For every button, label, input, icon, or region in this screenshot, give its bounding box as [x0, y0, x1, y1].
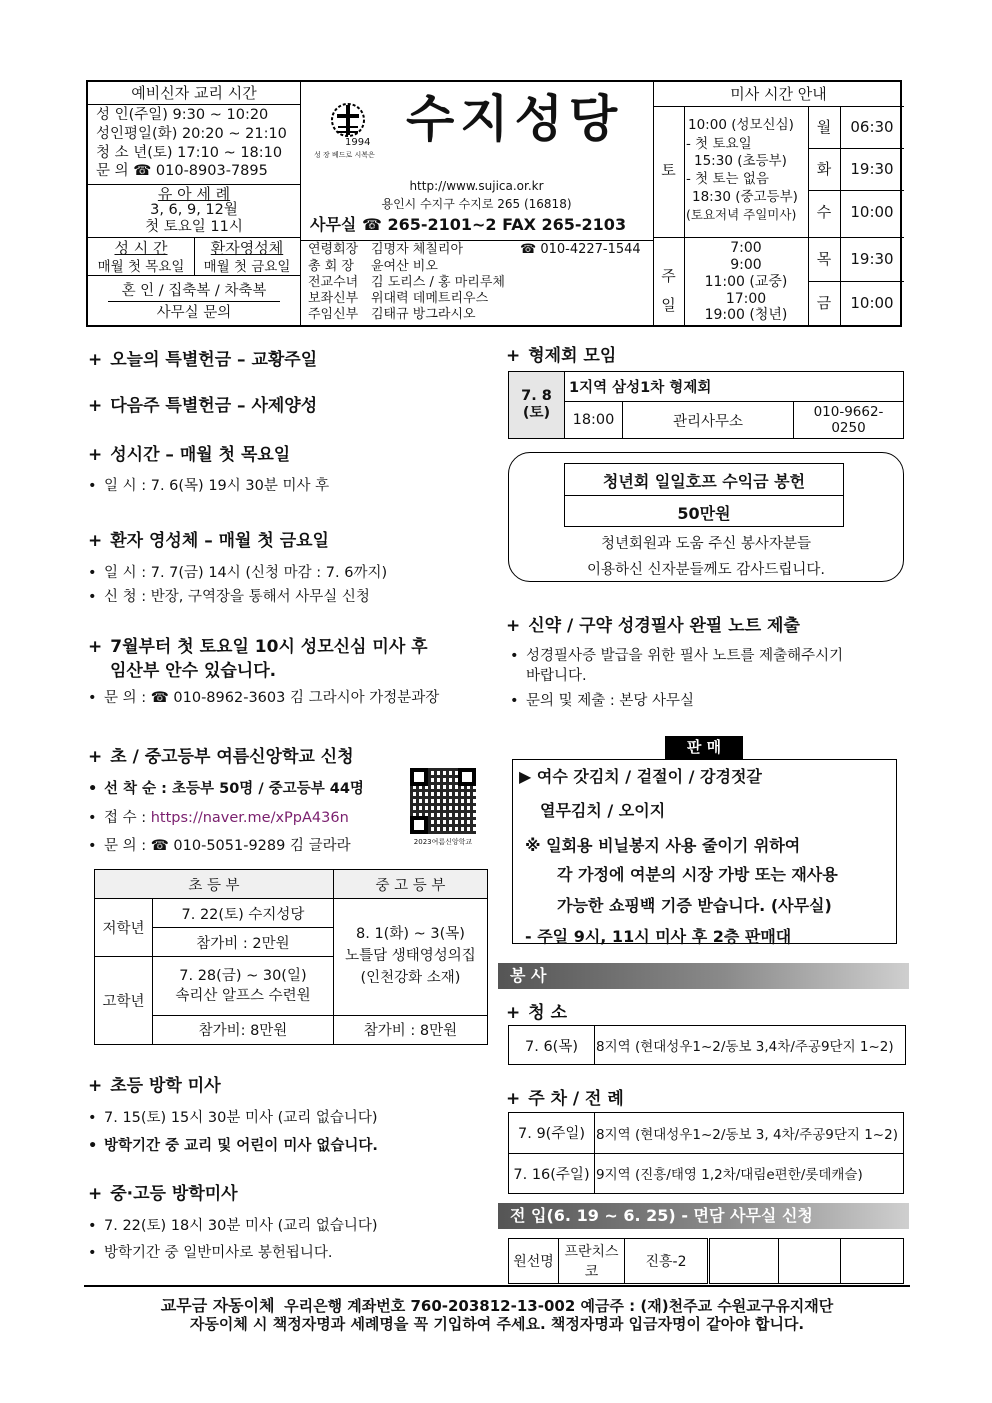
sick-communion-section-title: + 환자 영성체 – 매월 첫 금요일: [88, 531, 329, 551]
list-item: • 일 시 : 7. 6(목) 19시 30분 미사 후: [88, 478, 330, 494]
staff-role-2: 총 회 장: [308, 259, 354, 274]
table-cell: [841, 1239, 904, 1284]
table-cell: 7. 22(토) 수지성당: [153, 899, 334, 928]
middle-high-vacation-mass-title: + 중·고등 방학미사: [88, 1184, 238, 1204]
sale-line-5: 가능한 쇼핑백 기증 받습니다. (사무실): [557, 896, 832, 915]
pregnant-blessing-title: + 7월부터 첫 토요일 10시 성모신심 미사 후: [88, 637, 428, 657]
mass-sunday-2: 9:00: [730, 257, 762, 273]
mass-sunday-3: 11:00 (교중): [704, 274, 788, 290]
pregnant-blessing-title-2: 임산부 안수 있습니다.: [110, 661, 277, 681]
weekday-tue-time: 19:30: [850, 160, 894, 178]
mass-saturday-6: (토요저녁 주일미사): [686, 207, 797, 222]
qr-finder: [410, 816, 428, 834]
weekday-thu-time: 19:30: [850, 250, 894, 268]
weekday-tue: 화: [816, 160, 832, 178]
holy-hour-day: 매월 첫 목요일: [97, 259, 185, 275]
catechism-title: 예비신자 교리 시간: [131, 84, 257, 102]
table-head: 초 등 부: [95, 870, 334, 899]
sale-line-3: ※ 일회용 비닐봉지 사용 줄이기 위하여: [525, 836, 801, 855]
infant-baptism-day: 첫 토요일 11시: [145, 219, 243, 235]
brothers-meeting-table: [508, 371, 904, 439]
list-item: • 문의 및 제출 : 본당 사무실: [510, 693, 695, 709]
staff-name-3: 김 도리스 / 홍 마리루체: [371, 275, 505, 290]
sick-communion-day: 매월 첫 금요일: [203, 259, 291, 275]
staff-role-1: 연령회장: [308, 242, 359, 257]
elementary-vacation-mass-title: + 초등 방학 미사: [88, 1076, 221, 1096]
footer-line-1: 교무금 자동이체 우리은행 계좌번호 760-203812-13-002 예금주 : (재)천주교 수원교구유지재단: [160, 1296, 834, 1315]
weekday-fri-time: 10:00: [850, 294, 894, 312]
sale-title: 판 매: [665, 736, 743, 759]
catechism-row-adult: 성 인(주일) 9:30 ~ 10:20: [96, 107, 269, 123]
list-item: • 접 수 : https://naver.me/xPpA436n: [88, 810, 349, 826]
staff-name-2: 윤여산 비오: [371, 259, 438, 274]
catechism-contact: 문 의 ☎ 010-8903-7895: [96, 163, 268, 179]
special-offering-next: + 다음주 특별헌금 – 사제양성: [88, 396, 318, 416]
sale-line-4: 각 가정에 여분의 시장 가방 또는 재사용: [557, 865, 838, 884]
cleaning-table: [508, 1025, 906, 1065]
catechism-row-weekday: 성인평일(화) 20:20 ~ 21:10: [96, 126, 287, 142]
infant-baptism-months: 3, 6, 9, 12월: [150, 202, 238, 218]
table-cell: 8지역 (현대성우1~2/동보 3,4차/주공9단지 1~2): [595, 1026, 906, 1065]
list-item: • 일 시 : 7. 7(금) 14시 (신청 마감 : 7. 6까지): [88, 565, 388, 581]
weekday-wed-time: 10:00: [850, 203, 894, 221]
qr-finder: [410, 768, 428, 786]
church-url[interactable]: http://www.sujica.or.kr: [409, 179, 544, 193]
qr-caption: 2023여름신앙학교: [413, 838, 473, 846]
catechism-row-youth: 청 소 년(토) 17:10 ~ 18:10: [96, 145, 283, 161]
table-cell: 7. 28(금) ~ 30(일) 속리산 알프스 수련원: [153, 957, 334, 1015]
list-item: • 문 의 : ☎ 010-5051-9289 김 글라라: [88, 838, 351, 854]
wedding-contact: 사무실 문의: [156, 305, 232, 321]
table-cell: 고학년: [95, 957, 153, 1045]
cleaning-title: + 청 소: [506, 1003, 568, 1023]
mass-saturday-1: 10:00 (성모신심): [688, 117, 794, 133]
list-item: • 7. 22(토) 18시 30분 미사 (교리 없습니다): [88, 1218, 378, 1234]
table-cell: 프란치스코: [559, 1239, 625, 1284]
staff-role-5: 주임신부: [308, 307, 359, 322]
mass-saturday-5: 18:30 (중고등부): [692, 189, 798, 205]
table-cell: 010-9662-0250: [794, 402, 904, 439]
sale-line-2: 열무김치 / 오이지: [540, 801, 666, 820]
mass-saturday-2: - 첫 토요일: [686, 136, 752, 152]
mass-title: 미사 시간 안내: [730, 85, 827, 103]
table-cell: 7. 6(목): [509, 1026, 595, 1065]
table-cell: [709, 1239, 779, 1284]
office-phone-fax: 사무실 ☎ 265-2101~2 FAX 265-2103: [310, 215, 627, 234]
mass-sunday-1: 7:00: [730, 240, 762, 256]
summer-school-title: + 초 / 중고등부 여름신앙학교 신청: [88, 747, 354, 767]
list-item: • 7. 15(토) 15시 30분 미사 (교리 없습니다): [88, 1110, 378, 1126]
staff-role-4: 보좌신부: [308, 291, 359, 306]
mass-saturday-3: 15:30 (초등부): [694, 153, 787, 169]
holy-hour-section-title: + 성시간 – 매월 첫 목요일: [88, 445, 291, 465]
staff-name-4: 위대력 데메트리우스: [371, 291, 489, 306]
move-in-table: [508, 1238, 904, 1284]
parking-liturgy-table: [508, 1112, 904, 1194]
sale-line-1: ▶ 여수 갓김치 / 겉절이 / 강경젓갈: [519, 767, 762, 786]
youth-donation-title: 청년회 일일호프 수익금 봉헌: [602, 472, 806, 491]
list-item: • 성경필사증 발급을 위한 필사 노트를 제출해주시기 바랍니다.: [510, 648, 844, 684]
qr-finder: [458, 768, 476, 786]
list-item: • 방학기간 중 일반미사로 봉헌됩니다.: [88, 1245, 333, 1261]
logo-year: 1994: [345, 137, 371, 148]
youth-thanks-2: 이용하신 신자분들께도 감사드립니다.: [587, 562, 825, 578]
parking-liturgy-title: + 주 차 / 전 례: [506, 1089, 624, 1109]
weekday-wed: 수: [816, 203, 832, 221]
table-cell: 원선명: [509, 1239, 559, 1284]
table-cell: 18:00: [565, 402, 623, 439]
logo-caption: 성 장 베드로 시복은: [314, 151, 375, 159]
staff-role-3: 전교수녀: [308, 275, 359, 290]
table-cell: 진흥-2: [625, 1239, 709, 1284]
summer-school-table: [94, 869, 488, 1045]
table-cell: 9지역 (진흥/태영 1,2차/대림e편한/롯데캐슬): [595, 1153, 904, 1194]
table-cell: 참가비 : 8만원: [333, 1015, 487, 1044]
table-cell: 관리사무소: [623, 402, 794, 439]
footer-line-2: 자동이체 시 책정자명과 세례명을 꼭 기입하여 주세요. 책정자명과 입금자명이 같아야 합니다.: [189, 1315, 805, 1333]
header-box: [86, 80, 902, 327]
sale-line-6: - 주일 9시, 11시 미사 후 2층 판매대: [525, 927, 792, 946]
list-item: • 방학기간 중 교리 및 어린이 미사 없습니다.: [88, 1138, 378, 1154]
church-name: 수지성당: [406, 90, 624, 148]
mass-saturday-label: 토: [661, 161, 676, 179]
table-cell: 참가비 : 2만원: [153, 928, 334, 957]
table-cell: 1지역 삼성1차 형제회: [565, 372, 904, 402]
table-cell: [778, 1239, 841, 1284]
staff-phone-1: ☎ 010-4227-1544: [520, 242, 641, 257]
table-cell: 7. 9(주일): [509, 1113, 595, 1154]
footer-divider: [84, 1285, 910, 1287]
youth-donation-amount: 50만원: [677, 504, 731, 523]
staff-name-5: 김태규 방그라시오: [371, 307, 476, 322]
special-offering-today: + 오늘의 특별헌금 – 교황주일: [88, 350, 318, 370]
service-banner: 봉 사: [498, 963, 909, 989]
mass-sunday-5: 19:00 (청년): [704, 307, 788, 323]
mass-sunday-label: 주 일: [661, 267, 676, 314]
wedding-title: 혼 인 / 집축복 / 차축복: [121, 283, 267, 299]
weekday-fri: 금: [816, 294, 832, 312]
list-item: • 문 의 : ☎ 010-8962-3603 김 그라시아 가정분과장: [88, 690, 440, 706]
church-address: 용인시 수지구 수지로 265 (16818): [381, 197, 572, 211]
mass-sunday-4: 17:00: [725, 291, 767, 307]
youth-thanks-1: 청년회원과 도움 주신 봉사자분들: [601, 536, 811, 552]
registration-link[interactable]: https://naver.me/xPpA436n: [150, 810, 349, 826]
mass-saturday-4: - 첫 토는 없음: [686, 171, 769, 187]
table-cell: 참가비: 8만원: [153, 1015, 334, 1044]
list-item: • 선 착 순 : 초등부 50명 / 중고등부 44명: [88, 781, 364, 797]
table-cell: 8. 1(화) ~ 3(목) 노틀담 생태영성의집 (인천강화 소재): [333, 899, 487, 1016]
weekday-mon: 월: [816, 118, 832, 136]
brothers-meeting-title: + 형제회 모임: [506, 346, 617, 366]
weekday-mon-time: 06:30: [850, 118, 894, 136]
table-cell: 8지역 (현대성우1~2/동보 3, 4차/주공9단지 1~2): [595, 1113, 904, 1154]
holy-hour-title: 성 시 간: [114, 239, 168, 257]
move-in-banner: 전 입(6. 19 ~ 6. 25) - 면담 사무실 신청: [498, 1203, 909, 1229]
staff-name-1: 김명자 체칠리아: [371, 242, 464, 257]
bible-notes-title: + 신약 / 구약 성경필사 완필 노트 제출: [506, 616, 800, 636]
infant-baptism-title: 유 아 세 례: [157, 185, 231, 203]
table-cell: 7. 16(주일): [509, 1153, 595, 1194]
table-cell: 저학년: [95, 899, 153, 957]
table-head: 중 고 등 부: [333, 870, 487, 899]
table-cell: 7. 8 (토): [509, 372, 565, 439]
sick-communion-title: 환자영성체: [210, 239, 284, 257]
list-item: • 신 청 : 반장, 구역장을 통해서 사무실 신청: [88, 589, 370, 605]
weekday-thu: 목: [816, 250, 832, 268]
